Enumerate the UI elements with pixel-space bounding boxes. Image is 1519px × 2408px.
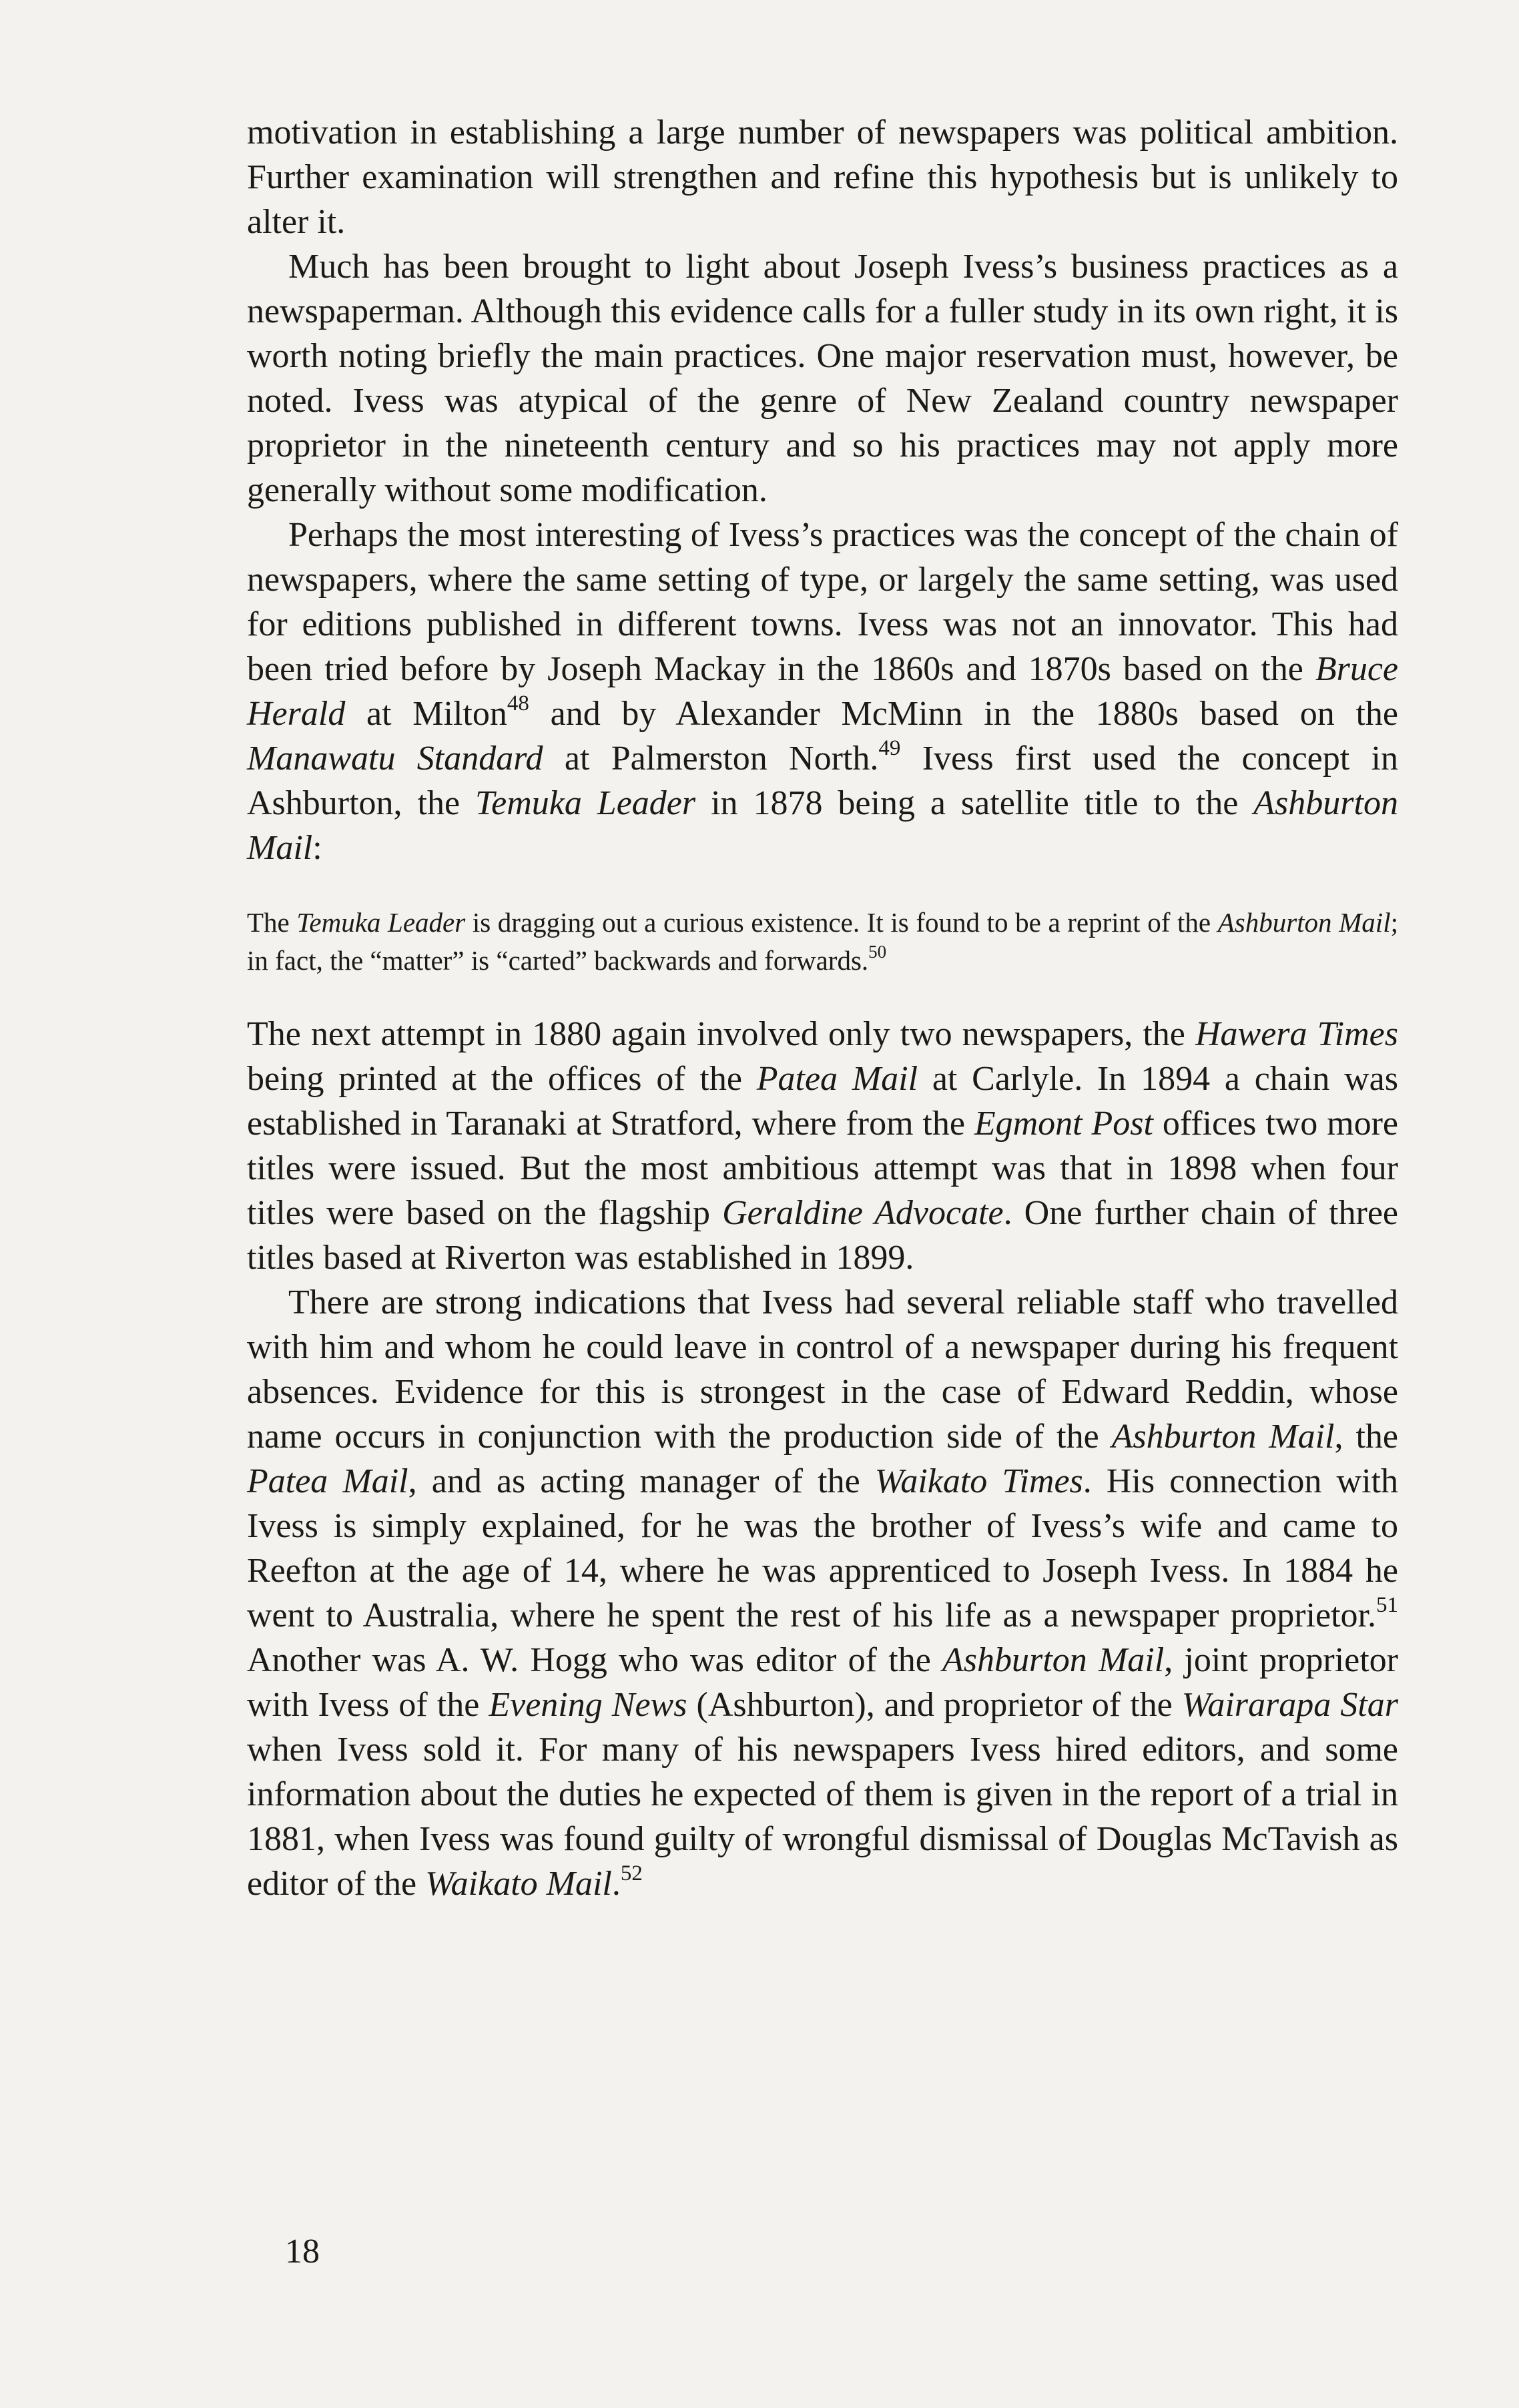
newspaper-title: Temuka Leader xyxy=(475,784,696,822)
newspaper-title: Patea Mail xyxy=(756,1060,918,1098)
block-quote: The Temuka Leader is dragging out a curious existence. It is found to be a reprint of the Ashburton Mail; in fact, the “matter” is “carted” backwards and forwards.$^{50}$ xyxy=(247,907,1398,976)
body-text xyxy=(247,110,1398,1906)
newspaper-title: Waikato Mail xyxy=(425,1865,612,1903)
paragraph-4: The next attempt in 1880 again involved only two newspapers, the Hawera Times being printed at the offices of the Patea Mail at Carlyle. In 1894 a chain was established in Taranaki at Stratford, where from the Egmont Post offices two more titles were issued. But the most ambitious attempt was that in 1898 when four titles were based on the flagship Geraldine Advocate. One further chain of three titles based at Riverton was established in 1899. xyxy=(247,1015,1399,1277)
newspaper-title: Waikato Times xyxy=(874,1462,1083,1500)
newspaper-title: Ashburton Mail xyxy=(247,784,1398,867)
newspaper-title: Patea Mail xyxy=(247,1462,408,1500)
newspaper-title: Wairarapa Star xyxy=(1181,1686,1398,1724)
newspaper-title: Egmont Post xyxy=(974,1105,1153,1143)
page-number: 18 xyxy=(285,2232,320,2271)
paragraph-3: Perhaps the most interesting of Ivess’s practices was the concept of the chain of newspapers, where the same setting of type, or largely the same setting, was used for editions published in different towns. Ivess was not an innovator. This had been tried before by Joseph Mackay in the 1860s and 1870s based on the Bruce Herald at Milton$^{48}$ and by Alexander McMinn in the 1880s based on the Manawatu Standard at Palmerston North.$^{49}$ Ivess first used the concept in Ashburton, the Temuka Leader in 1878 being a satellite title to the Ashburton Mail: xyxy=(247,516,1399,867)
paragraph-1: motivation in establishing a large number of newspapers was political ambition. Further examination will strengthen and refine this hypothesis but is unlikely to alter it. xyxy=(247,113,1398,241)
newspaper-title: Hawera Times xyxy=(1195,1015,1399,1053)
footnote-ref: 52 xyxy=(620,1861,643,1885)
paragraph-2: Much has been brought to light about Joseph Ivess’s business practices as a newspaperman. Although this evidence calls for a fuller study in its own right, it is worth noting briefly the main practices. One major reservation must, however, be noted. Ivess was atypical of the genre of New Zealand country newspaper proprietor in the nineteenth century and so his practices may not apply more generally without some modification. xyxy=(247,248,1398,509)
newspaper-title: Geraldine Advocate xyxy=(722,1194,1004,1232)
newspaper-title: Ashburton Mail xyxy=(1217,907,1391,938)
newspaper-title: Manawatu Standard xyxy=(247,739,543,778)
footnote-ref: 51 xyxy=(1376,1593,1398,1617)
paragraph-5: There are strong indications that Ivess had several reliable staff who travelled with him and whom he could leave in control of a newspaper during his frequent absences. Evidence for this is strongest in the case of Edward Reddin, whose name occurs in conjunction with the production side of the Ashburton Mail, the Patea Mail, and as acting manager of the Waikato Times. His connection with Ivess is simply explained, for he was the brother of Ivess’s wife and came to Reefton at the age of 14, where he was apprenticed to Joseph Ivess. In 1884 he went to Australia, where he spent the rest of his life as a newspaper proprietor.$^{51}$ Another was A. W. Hogg who was editor of the Ashburton Mail, joint proprietor with Ivess of the Evening News (Ashburton), and proprietor of the Wairarapa Star when Ivess sold it. For many of his newspapers Ivess hired editors, and some information about the duties he expected of them is given in the report of a trial in 1881, when Ivess was found guilty of wrongful dismissal of Douglas McTavish as editor of the Waikato Mail.$^{52}$ xyxy=(247,1283,1398,1903)
newspaper-title: Evening News xyxy=(489,1686,687,1724)
newspaper-title: Ashburton Mail xyxy=(1111,1418,1335,1456)
newspaper-title: Bruce Herald xyxy=(247,650,1398,733)
newspaper-title: Temuka Leader xyxy=(296,907,466,938)
footnote-ref: 48 xyxy=(507,691,529,715)
newspaper-title: Ashburton Mail xyxy=(942,1641,1165,1679)
footnote-ref: 50 xyxy=(868,942,887,962)
footnote-ref: 49 xyxy=(878,736,901,760)
